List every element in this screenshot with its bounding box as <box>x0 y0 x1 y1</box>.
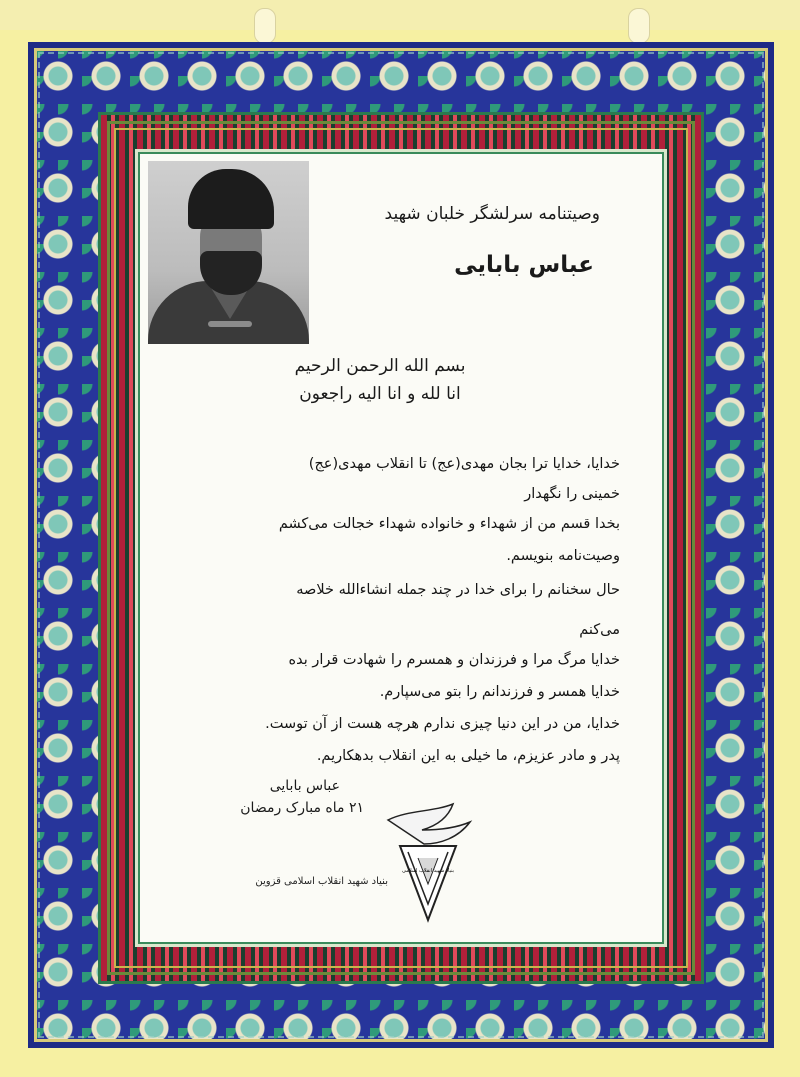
body-line: خدایا، خدایا ترا بجان مهدی(عج) تا انقلاب مهدی(عج) <box>308 456 620 472</box>
body-line: خدایا، من در این دنیا چیزی ندارم هرچه هست از آن توست. <box>265 716 620 732</box>
portrait-photo <box>148 161 309 344</box>
punch-hole <box>254 8 276 44</box>
paper-edge <box>0 0 800 30</box>
signature: عباس بابایی <box>269 778 340 794</box>
body-line: خدایا مرگ مرا و فرزندان و همسرم را شهادت قرار بده <box>288 652 620 668</box>
body-line: خمینی را نگهدار <box>524 486 620 502</box>
logo-text: بنیاد شهید انقلاب اسلامی <box>402 868 454 874</box>
punch-hole <box>628 8 650 44</box>
body-line: پدر و مادر عزیزم، ما خیلی به این انقلاب بدهکاریم. <box>316 748 620 764</box>
date-line: ۲۱ ماه مبارک رمضان <box>240 800 364 816</box>
body-line: می‌کنم <box>579 622 620 638</box>
body-line: حال سخنانم را برای خدا در چند جمله انشاءالله خلاصه <box>296 582 620 598</box>
body-line: خدایا همسر و فرزندانم را بتو می‌سپارم. <box>379 684 620 700</box>
body-line: بخدا قسم من از شهداء و خانواده شهداء خجالت می‌کشم <box>278 516 620 532</box>
quran-verse: انا لله و انا الیه راجعون <box>299 384 461 404</box>
foundation-logo <box>378 800 478 928</box>
martyr-name: عباس بابایی <box>454 252 594 278</box>
basmala: بسم الله الرحمن الرحیم <box>294 356 466 376</box>
organization-caption: بنیاد شهید انقلاب اسلامی قزوین <box>255 876 388 887</box>
document-subtitle: وصیتنامه سرلشگر خلبان شهید <box>384 204 600 224</box>
body-line: وصیت‌نامه بنویسم. <box>506 548 620 564</box>
